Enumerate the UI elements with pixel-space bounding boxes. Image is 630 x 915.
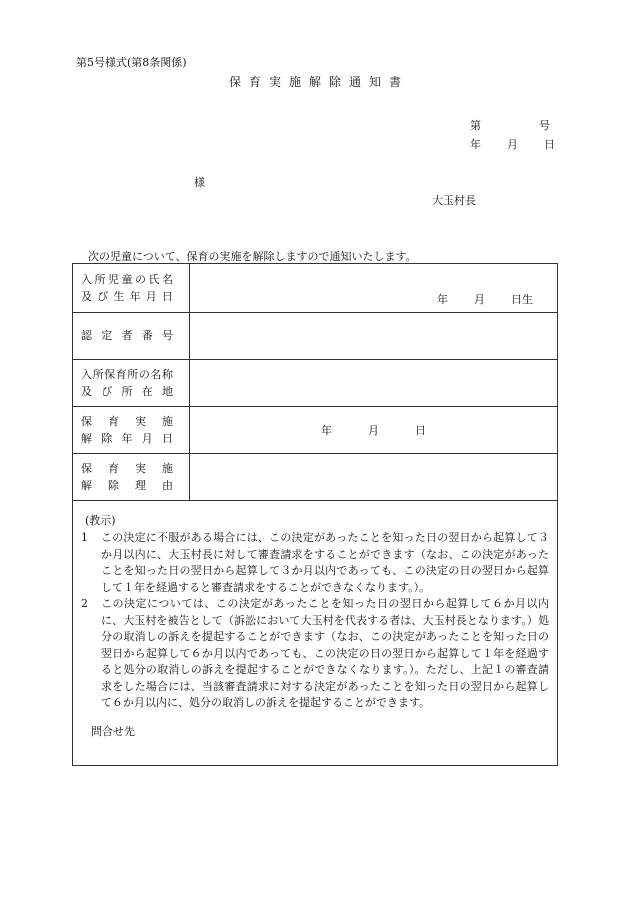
row-label: 入 所 児 童 の 氏 名 及 び 生 年 月 日 [73,264,190,312]
row-label: 認 定 者 番 号 [73,312,190,359]
addressee: 様 [194,176,205,189]
birth-day: 日生 [511,292,533,306]
certification-number-field[interactable] [190,312,558,359]
contact-label: 問合せ先 [91,724,135,738]
period-day: 日 [415,423,426,437]
cancellation-date-field[interactable] [190,406,558,453]
table-row [73,406,557,453]
intro-text: 次の児童について、保育の実施を解除しますので通知いたします。 [88,250,417,263]
sender: 大玉村長 [432,194,476,207]
row-label: 保 育 実 施 解 除 年 月 日 [73,406,190,453]
item-text: この決定については、この決定があったことを知った日の翌日から起算して６か月以内に、大玉村を被告として（訴訟において大玉村を代表する者は、大玉村長となります。）処分の取消しの訴えを提起することができます（なお、この決定があったことを知った日の翌日から起算して６か月以内であっても、この決定の日の翌日から起算して１年を経過すると処分の取消しの訴えを提起することができなくなります。）。ただし、上記１の審査請求をした場合には、当該審査請求に対する決定があったことを知った日の翌日から起算して６か月以内に、処分の取消しの訴えを提起することができます。 [101,597,549,709]
table-row [73,453,557,500]
birth-month: 月 [474,292,485,306]
nursery-name-address-field[interactable] [190,359,558,406]
table-row [73,264,557,312]
info-table [73,264,557,501]
table-row [73,359,557,406]
number-prefix: 第 [470,119,481,132]
birthdate-field[interactable] [190,264,558,312]
item-text: この決定に不服がある場合には、この決定があったことを知った日の翌日から起算して３か月以内に、大玉村長に対して審査請求をすることができます（なお、この決定があったことを知った日の翌日から起算して３か月以内であっても、この決定の日の翌日から起算して１年を経過すると審査請求をすることができなくなります。）。 [101,531,549,594]
date-day: 日 [544,138,555,151]
notice-form [72,263,558,766]
table-row [73,312,557,359]
period-month: 月 [368,423,379,437]
birth-year: 年 [437,292,448,306]
row-label: 入 所 保 育 所 の 名 称 及 び 所 在 地 [73,359,190,406]
document-number-line [470,117,550,133]
document-title: 保育実施解除通知書 [228,75,409,89]
list-item [81,530,549,596]
number-suffix: 号 [539,119,550,132]
date-month: 月 [507,138,518,151]
appeal-notice [73,501,557,741]
row-label: 保 育 実 施 解 除 理 由 [73,453,190,500]
form-id: 第5号様式(第8条関係) [76,56,187,69]
notice-heading: (教示) [85,513,116,527]
period-year: 年 [321,423,332,437]
item-number: 1 [81,531,88,544]
cancellation-reason-field[interactable] [190,453,558,500]
date-year: 年 [470,138,481,151]
issue-date-line [470,136,555,152]
list-item [81,596,549,712]
item-number: 2 [81,597,88,610]
